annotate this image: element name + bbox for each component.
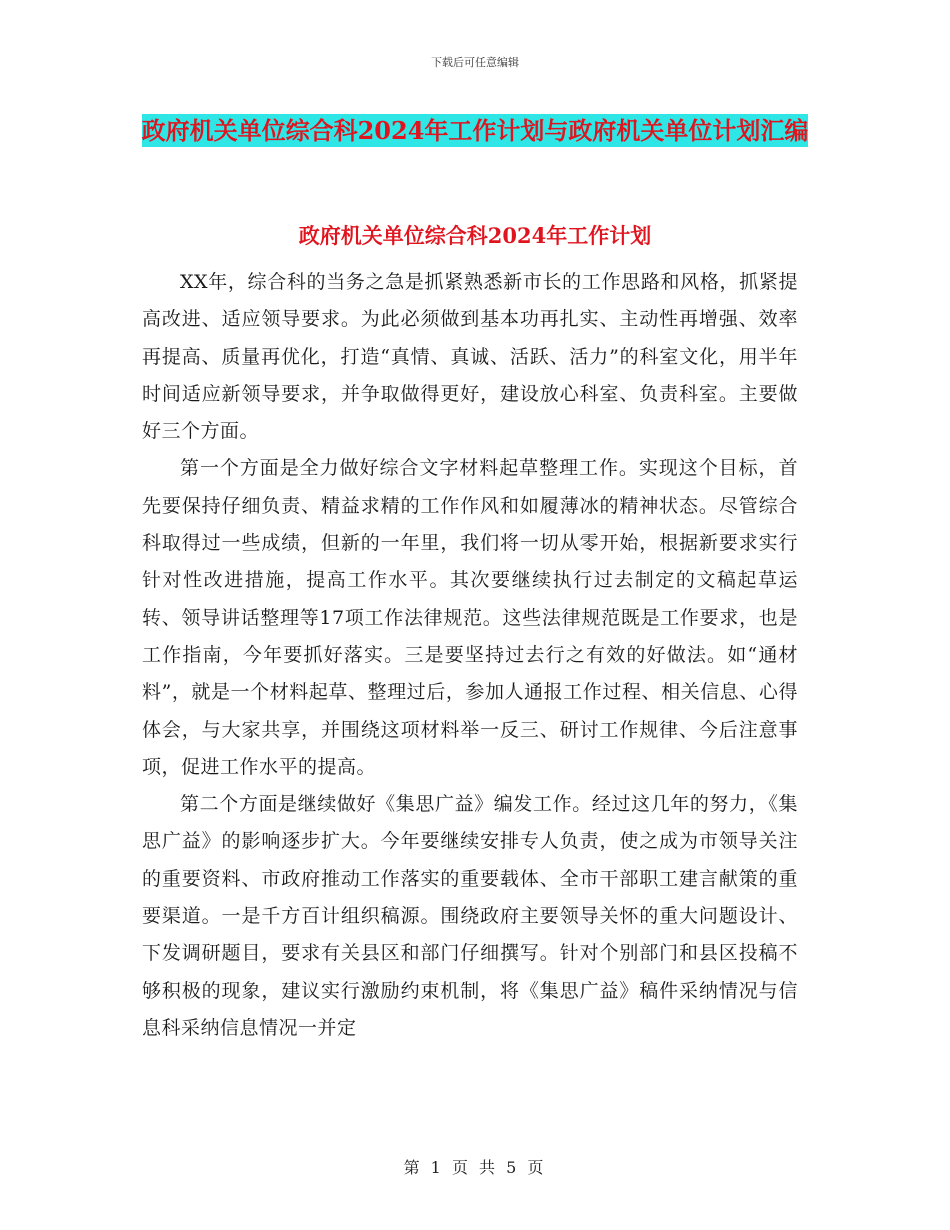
paragraph-second-aspect: 第二个方面是继续做好《集思广益》编发工作。经过这几年的努力，《集思广益》的影响逐步扩大。今年要继续安排专人负责，使之成为市领导关注的重要资料、市政府推动工作落实的重要载体、全市干部职工建言献策的重要渠道。一是千方百计组织稿源。围绕政府主要领导关怀的重大问题设计、下发调研题目，要求有关县区和部门仔细撰写。针对个别部门和县区投稿不够积极的现象，建议实行激励约束机制，将《集思广益》稿件采纳情况与信息科采纳信息情况一并定 [142,793,798,1039]
section-title: 政府机关单位综合科2024年工作计划 [298,223,652,248]
paragraph-first-aspect: 第一个方面是全力做好综合文字材料起草整理工作。实现这个目标，首先要保持仔细负责、精益求精的工作作风和如履薄冰的精神状态。尽管综合科取得过一些成绩，但新的一年里，我们将一切从零开始，根据新要求实行针对性改进措施，提高工作水平。其次要继续执行过去制定的文稿起草运转、领导讲话整理等17项工作法律规范。这些法律规范既是工作要求，也是工作指南，今年要抓好落实。三是要坚持过去行之有效的好做法。如“通材料”，就是一个材料起草、整理过后，参加人通报工作过程、相关信息、心得体会，与大家共享，并围绕这项材料举一反三、研讨工作规律、今后注意事项，促进工作水平的提高。 [142,457,798,778]
paragraph-intro: XX年，综合科的当务之急是抓紧熟悉新市长的工作思路和风格，抓紧提高改进、适应领导要求。为此必须做到基本功再扎实、主动性再增强、效率再提高、质量再优化，打造“真情、真诚、活跃、活力”的科室文化，用半年时间适应新领导要求，并争取做得更好，建设放心科室、负责科室。主要做好三个方面。 [142,271,798,443]
page-number-footer: 第 1 页 共 5 页 [403,1158,547,1177]
document-title-highlight: 政府机关单位综合科2024年工作计划与政府机关单位计划汇编 [141,116,809,145]
page-header-note: 下载后可任意编辑 [431,56,519,69]
document-title [140,108,810,153]
document-body [142,264,798,1047]
